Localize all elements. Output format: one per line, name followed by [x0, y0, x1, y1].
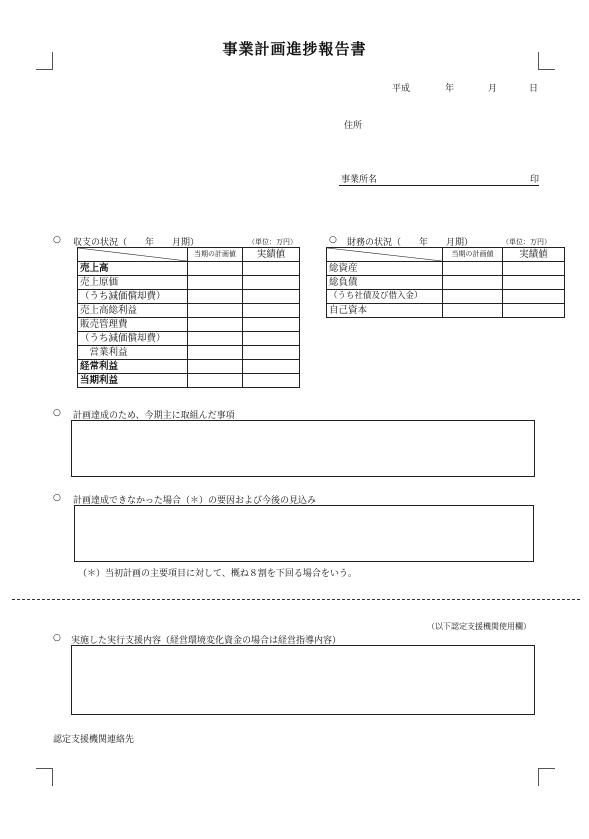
table-row — [78, 360, 300, 374]
agency-use-label: （以下認定支援機関使用欄） — [427, 622, 531, 631]
section2-textbox[interactable] — [74, 505, 534, 562]
finance-actual-cell[interactable] — [503, 304, 565, 318]
finance-plan-cell[interactable] — [443, 304, 503, 318]
income-unit: （単位：万円） — [248, 238, 297, 246]
table-row — [78, 374, 300, 388]
section2-label: 計画達成できなかった場合（＊）の要因および今後の見込み — [73, 496, 317, 506]
date-era: 平成 — [392, 84, 411, 94]
finance-row-label: 総負債 — [327, 276, 443, 290]
section3-label: 実施した実行支援内容（経営環境変化資金の場合は経営指導内容） — [71, 636, 342, 646]
finance-row-label: （うち社債及び借入金） — [327, 290, 443, 304]
income-actual-cell[interactable] — [243, 346, 300, 360]
table-row — [78, 318, 300, 332]
income-plan-cell[interactable] — [188, 346, 243, 360]
income-bullet: ○ — [53, 235, 61, 245]
finance-row-label: 自己資本 — [327, 304, 443, 318]
finance-table — [326, 247, 565, 318]
income-row-label: （うち減価償却費） — [78, 290, 188, 304]
income-heading: 収支の状況（ 年 月期） — [73, 238, 200, 248]
table-row — [78, 346, 300, 360]
table-row — [78, 290, 300, 304]
income-actual-cell[interactable] — [243, 262, 300, 276]
section3-textbox[interactable] — [71, 645, 535, 715]
finance-plan-cell[interactable] — [443, 262, 503, 276]
income-actual-cell[interactable] — [243, 290, 300, 304]
section2-bullet: ○ — [53, 493, 61, 503]
income-col-plan: 当期の計画値 — [188, 248, 243, 262]
income-table — [77, 247, 300, 388]
income-plan-cell[interactable] — [188, 276, 243, 290]
crop-mark-bottom-left — [36, 768, 53, 786]
footnote: （＊）当初計画の主要項目に対して、概ね８割を下回る場合をいう。 — [78, 569, 357, 579]
income-plan-cell[interactable] — [188, 374, 243, 388]
finance-actual-cell[interactable] — [503, 290, 565, 304]
crop-mark-bottom-right — [538, 768, 555, 786]
contact-label: 認定支援機関連絡先 — [53, 735, 135, 745]
income-actual-cell[interactable] — [243, 304, 300, 318]
seal-label: 印 — [530, 175, 540, 185]
income-plan-cell[interactable] — [188, 304, 243, 318]
table-row — [78, 304, 300, 318]
date-day: 日 — [529, 84, 539, 94]
table-row — [327, 262, 565, 276]
income-actual-cell[interactable] — [243, 318, 300, 332]
section1-label: 計画達成のため、今期主に取組んだ事項 — [73, 411, 235, 421]
table-row — [327, 304, 565, 318]
income-actual-cell[interactable] — [243, 374, 300, 388]
finance-row-label: 総資産 — [327, 262, 443, 276]
section3-bullet: ○ — [53, 633, 61, 643]
income-plan-cell[interactable] — [188, 318, 243, 332]
finance-col-plan: 当期の計画値 — [443, 248, 503, 262]
finance-actual-cell[interactable] — [503, 262, 565, 276]
income-col-actual: 実績値 — [243, 248, 300, 262]
income-row-label: 売上高 — [78, 262, 188, 276]
income-plan-cell[interactable] — [188, 332, 243, 346]
section1-bullet: ○ — [53, 408, 61, 418]
document-title: 事業計画進捗報告書 — [222, 40, 367, 58]
table-row — [78, 332, 300, 346]
finance-bullet: ○ — [329, 235, 337, 245]
income-row-label: 販売管理費 — [78, 318, 188, 332]
section1-textbox[interactable] — [71, 420, 535, 477]
finance-plan-cell[interactable] — [443, 276, 503, 290]
income-actual-cell[interactable] — [243, 276, 300, 290]
table-row — [327, 290, 565, 304]
table-row — [78, 276, 300, 290]
finance-col-actual: 実績値 — [503, 248, 565, 262]
date-month: 月 — [488, 84, 498, 94]
income-actual-cell[interactable] — [243, 332, 300, 346]
income-plan-cell[interactable] — [188, 360, 243, 374]
income-plan-cell[interactable] — [188, 290, 243, 304]
income-row-label: 当期利益 — [78, 374, 188, 388]
income-header-corner — [78, 248, 188, 262]
address-label: 住所 — [344, 121, 363, 131]
table-row — [327, 276, 565, 290]
income-actual-cell[interactable] — [243, 360, 300, 374]
finance-plan-cell[interactable] — [443, 290, 503, 304]
finance-heading: 財務の状況（ 年 月期） — [347, 238, 474, 248]
income-row-label: 営業利益 — [78, 346, 188, 360]
office-name-label: 事業所名 — [341, 175, 378, 185]
income-row-label: 経常利益 — [78, 360, 188, 374]
income-row-label: 売上原価 — [78, 276, 188, 290]
date-year: 年 — [445, 84, 455, 94]
income-row-label: 売上高総利益 — [78, 304, 188, 318]
finance-actual-cell[interactable] — [503, 276, 565, 290]
dashed-divider — [12, 599, 580, 600]
finance-header-corner — [327, 248, 443, 262]
finance-table-header — [327, 248, 565, 262]
finance-unit: （単位：万円） — [502, 238, 551, 246]
office-name-underline — [339, 185, 539, 186]
income-plan-cell[interactable] — [188, 262, 243, 276]
income-table-header — [78, 248, 300, 262]
table-row — [78, 262, 300, 276]
income-row-label: （うち減価償却費） — [78, 332, 188, 346]
